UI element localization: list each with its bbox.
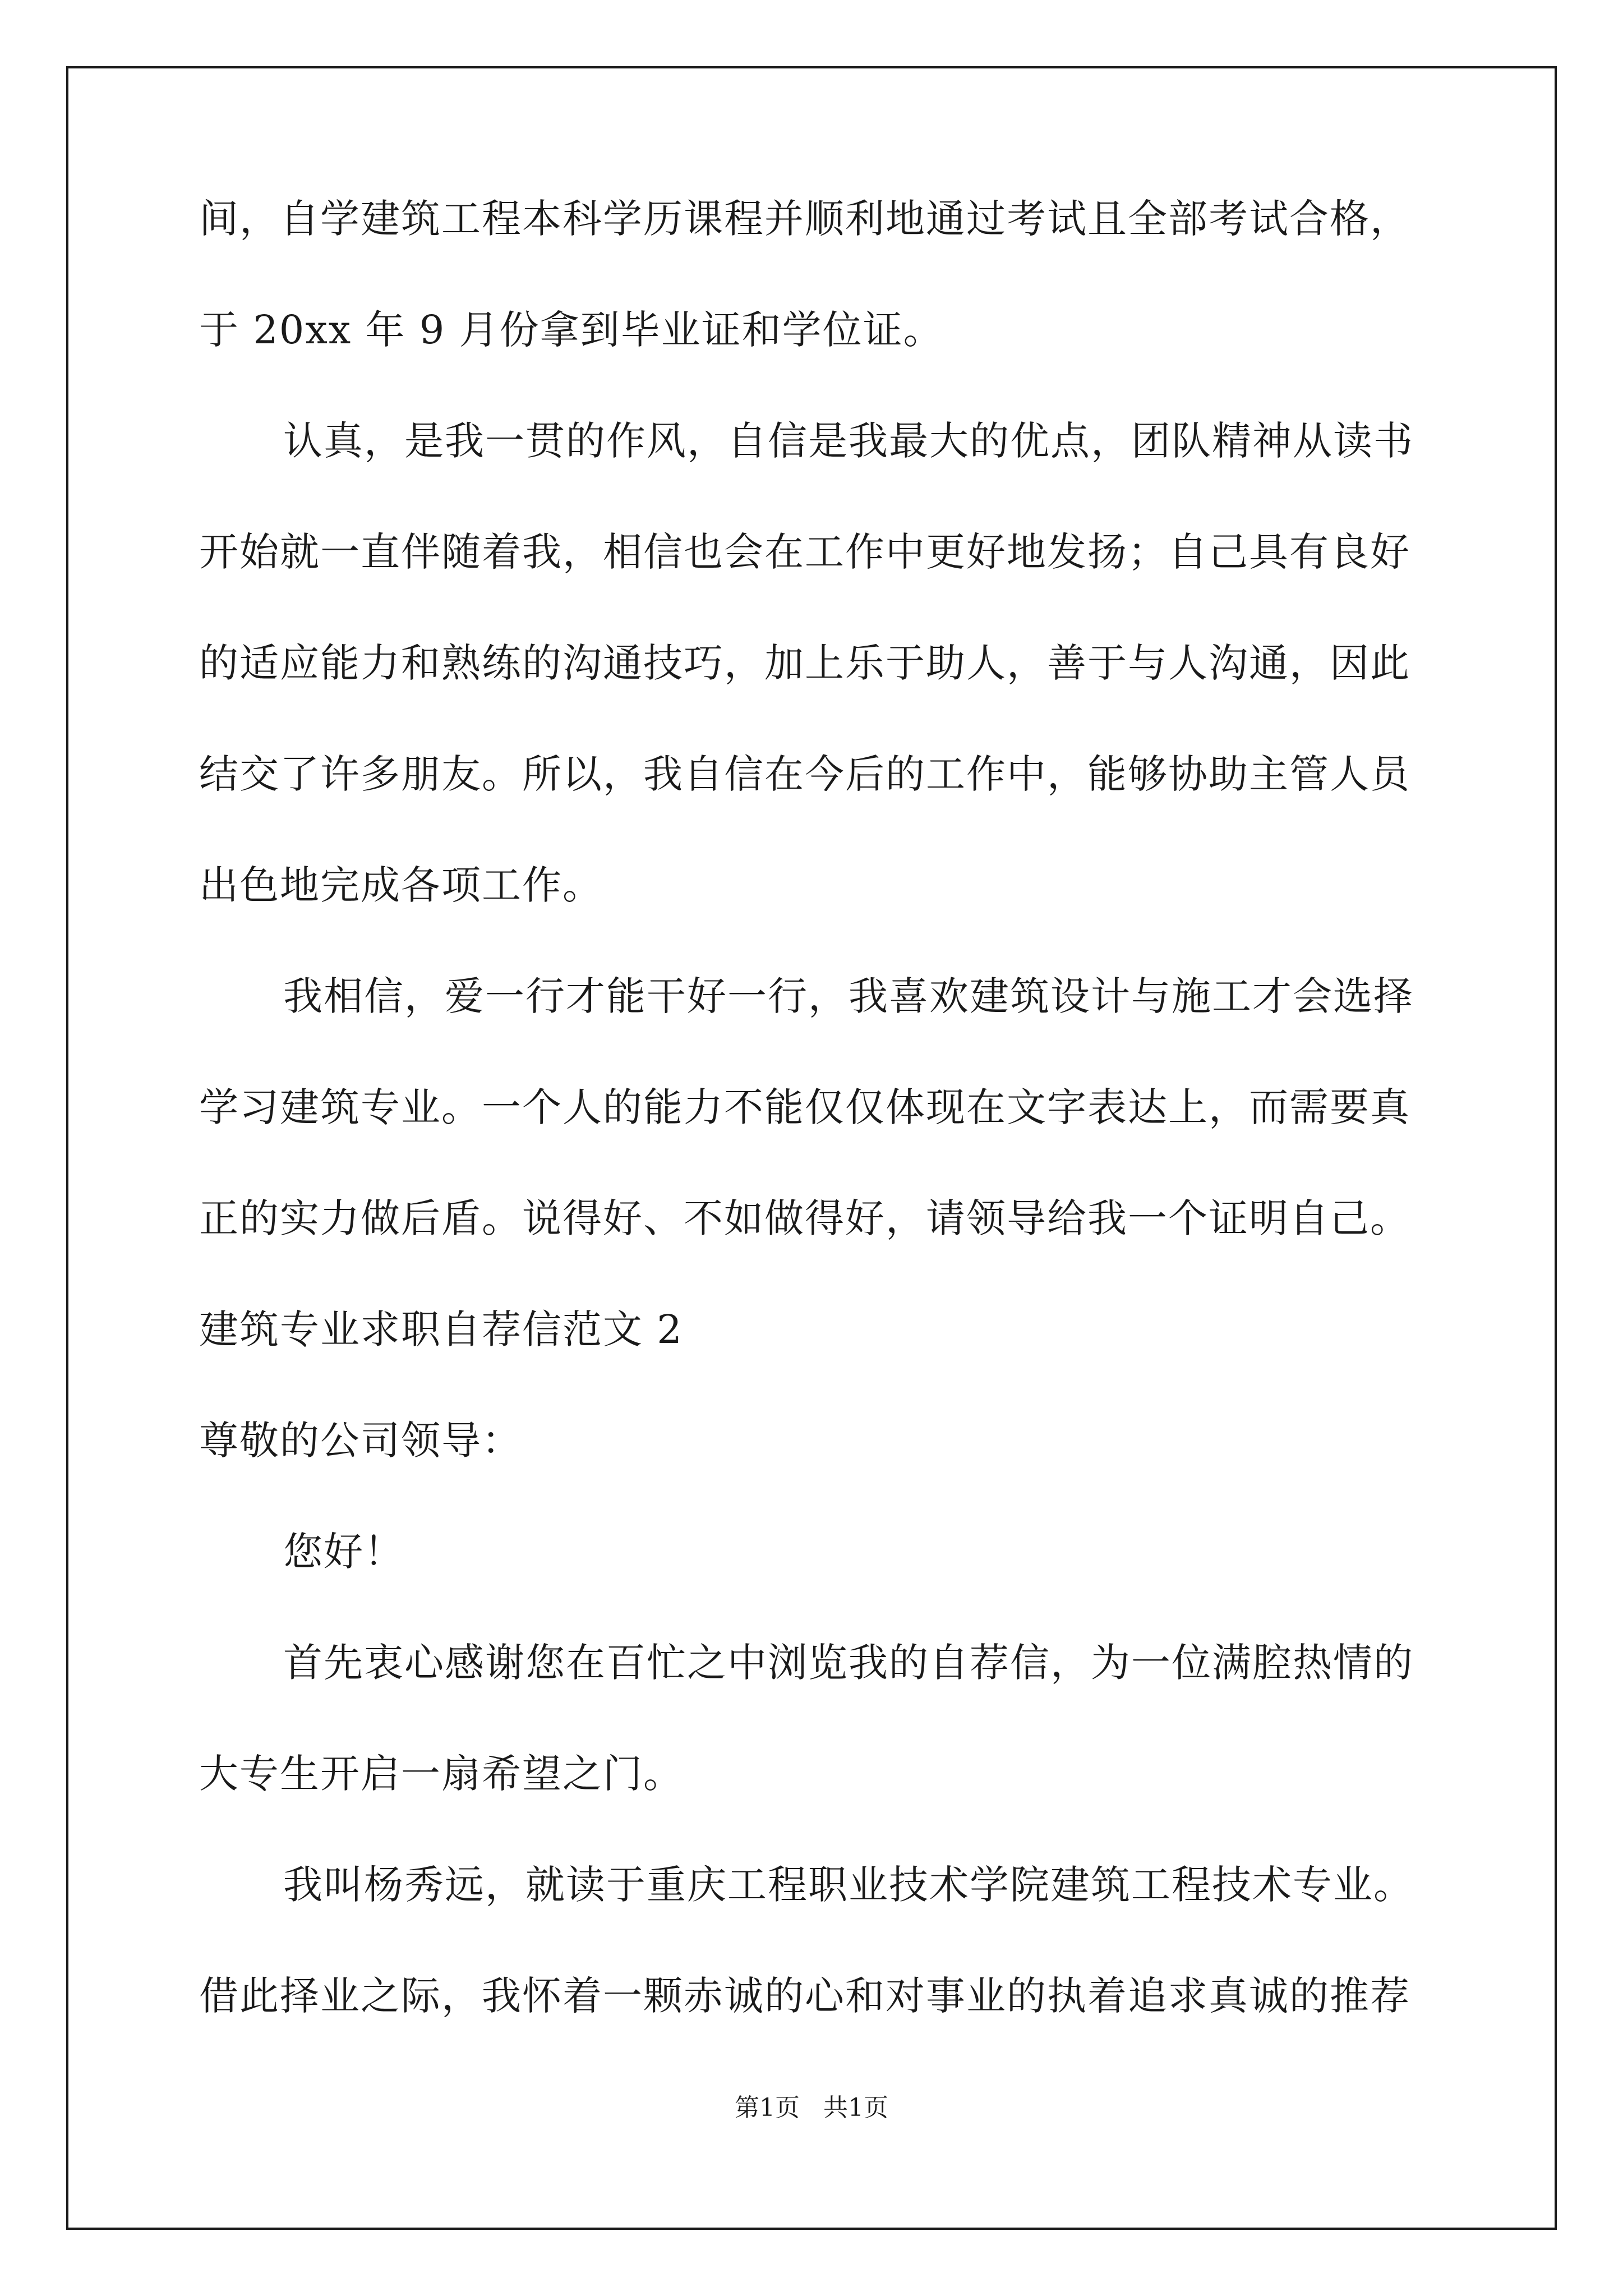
body-line: 间，自学建筑工程本科学历课程并顺利地通过考试且全部考试合格， [199, 196, 1410, 242]
body-line: 开始就一直伴随着我，相信也会在工作中更好地发扬；自己具有良好 [199, 529, 1410, 575]
page-total: 共1页 [823, 2093, 888, 2122]
document-body [199, 191, 1433, 2079]
body-line: 借此择业之际，我怀着一颗赤诚的心和对事业的执着追求真诚的推荐 [199, 1973, 1410, 2019]
body-line: 首先衷心感谢您在百忙之中浏览我的自荐信，为一位满腔热情的 [283, 1640, 1414, 1686]
salutation: 尊敬的公司领导： [199, 1418, 522, 1464]
body-line: 结交了许多朋友。所以，我自信在今后的工作中，能够协助主管人员 [199, 751, 1410, 797]
body-line: 我叫杨秀远，就读于重庆工程职业技术学院建筑工程技术专业。 [283, 1862, 1414, 1908]
body-line: 学习建筑专业。一个人的能力不能仅仅体现在文字表达上，而需要真 [199, 1084, 1410, 1130]
body-line: 认真，是我一贯的作风，自信是我最大的优点，团队精神从读书 [283, 418, 1414, 464]
page-number: 第1页 [735, 2093, 800, 2122]
body-line: 的适应能力和熟练的沟通技巧，加上乐于助人，善于与人沟通，因此 [199, 640, 1410, 686]
greeting: 您好！ [283, 1529, 404, 1575]
body-line: 于 20xx 年 9 月份拿到毕业证和学位证。 [199, 307, 944, 353]
page-footer [0, 2091, 1623, 2125]
body-line: 出色地完成各项工作。 [199, 862, 603, 908]
body-line: 正的实力做后盾。说得好、不如做得好，请领导给我一个证明自己。 [199, 1195, 1410, 1241]
body-line: 我相信，爱一行才能干好一行，我喜欢建筑设计与施工才会选择 [283, 973, 1414, 1019]
body-line: 大专生开启一扇希望之门。 [199, 1751, 684, 1797]
section-heading: 建筑专业求职自荐信范文 2 [199, 1306, 683, 1352]
